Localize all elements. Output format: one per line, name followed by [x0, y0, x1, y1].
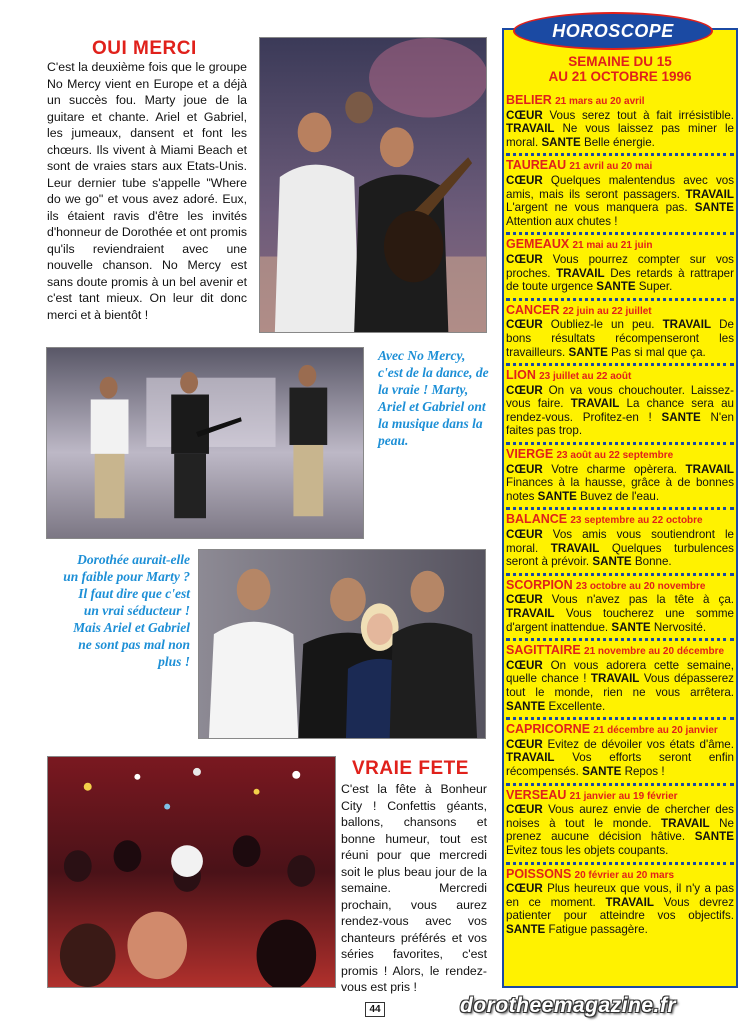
sign-dates: 23 août au 22 septembre — [556, 450, 674, 462]
horoscope-sign — [506, 238, 734, 298]
sign-coeur: On va vous chouchouter. Laissez-vous faire. — [506, 383, 734, 411]
horoscope-sign — [506, 369, 734, 443]
label-sante: SANTE — [537, 489, 577, 503]
sign-travail: Ne vous laissez pas miner le moral. — [506, 122, 734, 149]
horoscope-sign — [506, 159, 734, 233]
sign-sante: Super. — [638, 280, 673, 294]
label-travail: TRAVAIL — [506, 751, 555, 765]
label-coeur: CŒUR — [506, 462, 543, 476]
sign-dates: 23 septembre au 22 octobre — [570, 515, 703, 527]
sign-travail: Vos efforts seront enfin récompensés. — [506, 751, 734, 778]
sign-name: BALANCE — [506, 512, 568, 527]
sign-dates: 21 décembre au 20 janvier — [593, 725, 718, 737]
horoscope-week-line1: SEMAINE DU 15 — [568, 54, 672, 69]
horoscope-sign — [506, 644, 734, 718]
horoscope-sign — [506, 789, 734, 863]
watermark: dorotheemagazine.fr — [460, 994, 677, 1017]
sign-dates: 21 avril au 20 mai — [569, 161, 653, 173]
caption-photo-3: Dorothée aurait-elle un faible pour Marty ? Il faut dire que c'est un vrai séducteur ! Mais Ariel et Gabriel ne sont pas mal non plus ! — [63, 552, 190, 669]
label-sante: SANTE — [582, 764, 622, 778]
horoscope-sign — [506, 448, 734, 508]
sign-sante: Nervosité. — [653, 620, 707, 634]
caption-photo-2: Avec No Mercy, c'est de la dance, de la vraie ! Marty, Ariel et Gabriel ont la musique dans la peau. — [378, 348, 489, 448]
horoscope-sign — [506, 513, 734, 573]
sign-coeur: Vous serez tout à fait irrésistible. — [549, 108, 734, 122]
sign-name: LION — [506, 368, 536, 383]
sign-coeur: Vous aurez envie de chercher des noises à tout le monde. — [506, 803, 734, 830]
sign-coeur: Vous pourrez compter sur vos proches. — [506, 252, 734, 280]
sign-name: BELIER — [506, 93, 552, 107]
sign-name: VERSEAU — [506, 787, 567, 802]
sign-travail: L'argent ne vous manquera pas. — [506, 201, 688, 215]
sign-dates: 22 juin au 22 juillet — [562, 305, 652, 317]
label-travail: TRAVAIL — [662, 318, 712, 332]
article-title-vraie-fete: VRAIE FETE — [352, 758, 469, 779]
label-sante: SANTE — [568, 345, 608, 359]
label-travail: TRAVAIL — [506, 607, 555, 620]
sign-name: GEMEAUX — [506, 237, 570, 252]
sign-travail: Des retards à rattraper de toute urgence — [506, 266, 734, 294]
sign-travail: De bons résultats récompenseront les travailleurs. — [506, 318, 734, 359]
sign-name: CANCER — [506, 302, 560, 317]
label-sante: SANTE — [694, 201, 734, 215]
sign-sante: Fatigue passagère. — [548, 922, 648, 936]
horoscope-sign — [506, 868, 734, 942]
label-travail: TRAVAIL — [506, 122, 555, 136]
label-sante: SANTE — [506, 922, 546, 936]
label-coeur: CŒUR — [506, 803, 543, 817]
article-title-oui-merci: OUI MERCI — [92, 38, 197, 59]
sign-dates: 20 février au 20 mars — [574, 869, 675, 881]
sign-sante: N'en faites pas trop. — [506, 410, 734, 438]
label-travail: TRAVAIL — [556, 266, 605, 280]
label-travail: TRAVAIL — [685, 187, 734, 201]
photo-no-mercy-stage — [259, 37, 487, 333]
sign-sante: Bonne. — [634, 555, 672, 569]
label-coeur: CŒUR — [506, 593, 543, 607]
label-sante: SANTE — [541, 135, 581, 149]
photo-dorothee-with-band — [198, 549, 486, 739]
label-sante: SANTE — [596, 280, 636, 294]
horoscope-week-line2: AU 21 OCTOBRE 1996 — [548, 69, 692, 84]
horoscope-sign — [506, 723, 734, 783]
page-number: 44 — [365, 1002, 385, 1017]
horoscope-title: HOROSCOPE — [552, 20, 674, 41]
sign-name: SCORPION — [506, 577, 573, 592]
label-sante: SANTE — [611, 620, 651, 634]
label-sante: SANTE — [661, 410, 701, 424]
sign-travail: Finances à la hausse, grâce à de bonnes notes — [506, 476, 734, 503]
label-travail: TRAVAIL — [570, 397, 620, 411]
label-coeur: CŒUR — [506, 383, 543, 397]
sign-dates: 23 octobre au 20 novembre — [575, 580, 706, 592]
sign-travail: Vous devrez patienter pour atteindre vos objectifs. — [506, 895, 734, 923]
sign-sante: Evitez tous les objets coupants. — [506, 843, 669, 857]
label-coeur: CŒUR — [506, 528, 543, 542]
photo-no-mercy-performance — [46, 347, 364, 539]
horoscope-sign — [506, 579, 734, 639]
sign-coeur: Vous n'avez pas la tête à ça. — [551, 593, 734, 607]
sign-name: CAPRICORNE — [506, 722, 591, 737]
sign-name: TAUREAU — [506, 158, 567, 173]
sign-coeur: Vos amis vous soutiendront le moral. — [506, 528, 734, 555]
label-coeur: CŒUR — [506, 108, 543, 122]
sign-travail: Vous toucherez une somme d'argent inattendue. — [506, 607, 734, 634]
sign-coeur: Votre charme opèrera. — [551, 462, 678, 476]
article-body-oui-merci: C'est la deuxième fois que le groupe No Mercy vient en Europe et a déjà un succès fou. Marty joue de la guitare et chante. Ariel et Gabriel, les jumeaux, dansent et font les chœurs. Ils vivent à Miami Beach et sont de vraies stars aux Etats-Unis. Leur dernier tube s'appelle "Where do we go" et vous avez adoré. Eux, ils étaient ravis d'être les invités d'honneur de Dorothée et ont promis qu'ils reviendraient avec une nouvelle chanson. No Mercy est sans doute promis à un bel avenir et c'est tant mieux. On leur dit donc merci et à bientôt ! — [47, 60, 247, 322]
label-sante: SANTE — [506, 699, 546, 713]
horoscope-signs — [506, 94, 734, 946]
label-coeur: CŒUR — [506, 318, 543, 332]
sign-travail: Ne prenez aucune décision hâtive. — [506, 816, 734, 844]
label-travail: TRAVAIL — [550, 541, 600, 555]
horoscope-title-badge — [513, 12, 713, 50]
sign-dates: 21 novembre au 20 décembre — [584, 646, 725, 658]
horoscope-week — [502, 54, 738, 84]
sign-dates: 23 juillet au 22 août — [539, 371, 632, 383]
sign-coeur: Evitez de dévoiler vos états d'âme. — [547, 737, 734, 751]
label-travail: TRAVAIL — [590, 672, 640, 686]
label-coeur: CŒUR — [506, 882, 543, 896]
sign-dates: 21 mai au 21 juin — [572, 240, 653, 252]
sign-travail: La chance sera au rendez-vous. Profitez-en ! — [506, 397, 734, 424]
article-body-vraie-fete: C'est la fête à Bonheur City ! Confettis géants, ballons, chansons et bonne humeur, tout est réuni pour que mercredi soit le plus beau jour de la semaine. Mercredi prochain, vous aurez rendez-vous avec vos chanteurs préférés et vos séries favorites, c'est promis ! Alors, le rendez-vous est pris ! — [341, 782, 487, 994]
label-coeur: CŒUR — [506, 173, 543, 187]
horoscope-sign — [506, 94, 734, 154]
sign-coeur: Quelques malentendus avec vos amis, mais ils seront passagers. — [506, 173, 734, 201]
sign-name: VIERGE — [506, 447, 554, 462]
sign-travail: Quelques turbulences seront à prévoir. — [506, 541, 734, 569]
sign-sante: Belle énergie. — [583, 135, 655, 149]
horoscope-sign — [506, 304, 734, 364]
label-travail: TRAVAIL — [661, 816, 710, 830]
sign-sante: Attention aux chutes ! — [506, 214, 618, 228]
photo-party-crowd — [47, 756, 336, 988]
label-sante: SANTE — [592, 555, 632, 569]
sign-sante: Repos ! — [624, 764, 665, 778]
label-coeur: CŒUR — [506, 737, 543, 751]
sign-coeur: Plus heureux que vous, il n'y a pas en ce moment. — [506, 882, 734, 909]
sign-sante: Excellente. — [548, 699, 606, 713]
label-coeur: CŒUR — [506, 658, 543, 672]
sign-name: SAGITTAIRE — [506, 643, 581, 658]
sign-name: POISSONS — [506, 866, 572, 881]
label-sante: SANTE — [694, 830, 734, 844]
label-travail: TRAVAIL — [605, 895, 654, 909]
sign-coeur: On vous adorera cette semaine, quelle chance ! — [506, 658, 734, 686]
sign-dates: 21 janvier au 19 février — [569, 790, 678, 802]
sign-coeur: Oubliez-le un peu. — [550, 318, 655, 332]
sign-sante: Buvez de l'eau. — [580, 489, 660, 503]
label-coeur: CŒUR — [506, 252, 543, 266]
sign-travail: Vous dépasserez tout le monde, rien ne vous arrêtera. — [506, 672, 734, 699]
sign-sante: Pas si mal que ça. — [611, 345, 706, 359]
label-travail: TRAVAIL — [685, 462, 734, 476]
sign-dates: 21 mars au 20 avril — [555, 96, 645, 107]
